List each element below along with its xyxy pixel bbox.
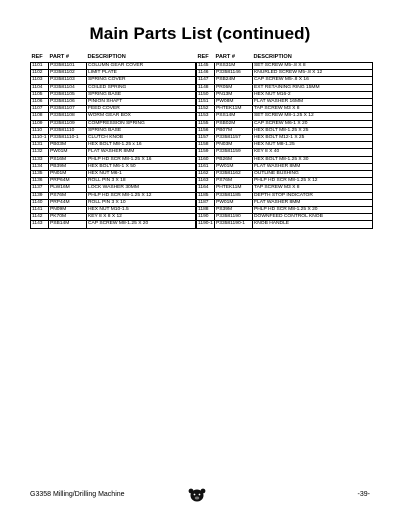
ref-cell: 1187 [197,199,215,206]
ref-cell: 1106 [31,99,49,106]
ref-cell: 1102 [31,70,49,77]
ref-cell: 1156 [197,127,215,134]
table-row [31,63,196,70]
ref-cell: 1107 [31,106,49,113]
table-row [197,127,373,134]
description-cell: FLAT WASHER 8MM [87,149,196,156]
description-cell: CAP SCREW M5-.8 X 16 [253,77,373,84]
table-row [197,156,373,163]
part-number-cell: PHTEK11M [215,185,253,192]
table-row [31,149,196,156]
ref-cell: 1190 [197,214,215,221]
part-number-cell: PR05M [215,84,253,91]
page-title: Main Parts List (continued) [89,24,311,43]
table-row [31,106,196,113]
table-row [197,207,373,214]
description-cell: DOWNFEED CONTROL KNOB [253,214,373,221]
part-number-cell: PW08M [215,99,253,106]
ref-header: REF [31,53,49,63]
description-cell: TAP SCREW M3 X 8 [253,185,373,192]
grizzly-bear-icon [188,488,206,502]
ref-cell: 1132 [31,149,49,156]
ref-cell: 1103 [31,77,49,84]
description-cell: LIMIT PLATE [87,70,196,77]
description-cell: HEX BOLT M6-1 X 50 [87,163,196,170]
description-cell: COLUMN GEAR COVER [87,63,196,70]
table-row [31,163,196,170]
footer-model-name: G3358 Milling/Drilling Machine [30,491,125,498]
description-cell: LOCK WASHER 30MM [87,185,196,192]
description-cell: PHLP HD SCR M8-1.25 X 20 [253,207,373,214]
ref-cell: 1136 [31,178,49,185]
description-cell: FLAT WASHER 16MM [253,99,373,106]
ref-cell: 1133 [31,156,49,163]
table-row [197,99,373,106]
part-number-cell: PN03M [215,142,253,149]
description-cell: SPRING BASE [87,91,196,98]
ref-cell: 1164 [197,185,215,192]
description-cell: FLAT WASHER 8MM [253,199,373,206]
description-cell: HEX BOLT M8-1.25 x 16 [87,142,196,149]
ref-cell: 1160 [197,156,215,163]
part-number-cell: PSB14M [49,221,87,228]
description-header: DESCRIPTION [253,53,373,63]
description-cell: HEX BOLT M8-1.25 X 30 [253,156,373,163]
table-row [197,142,373,149]
table-row [197,135,373,142]
table-row [197,221,373,228]
table-row [197,91,373,98]
description-cell: FEED COVER [87,106,196,113]
description-cell: PHLP HD SCR M8-1.25 X 12 [253,178,373,185]
description-cell: CAP SCREW M8-1.25 X 20 [87,221,196,228]
part-number-cell: PB39M [49,163,87,170]
parts-tables [30,53,373,229]
description-cell: ROLL PIN 3 X 10 [87,199,196,206]
ref-cell: 1188 [197,207,215,214]
description-cell: HEX NUT M8-1.25 [253,142,373,149]
part-number-cell: P33581162 [215,171,253,178]
ref-cell: 1161 [197,163,215,170]
description-cell: HEX NUT M16-2 [253,91,373,98]
part-number-cell: PSB24M [215,77,253,84]
description-cell: PHLP HD SCR M8-1.25 X 12 [87,192,196,199]
part-number-cell: PLW16M [49,185,87,192]
description-cell: KEY 8 X 8 X 12 [87,214,196,221]
part-number-cell: PN09M [49,207,87,214]
ref-cell: 1152 [197,106,215,113]
ref-cell: 1155 [197,120,215,127]
part-number-cell: P33581105 [49,91,87,98]
table-row [197,214,373,221]
parts-table-right [196,53,373,229]
table-row [197,84,373,91]
description-cell: CLUTCH KNOB [87,135,196,142]
table-row [197,199,373,206]
page-number: -39- [357,491,370,498]
ref-cell: 1146 [197,70,215,77]
part-header: PART # [215,53,253,63]
ref-cell: 1147 [197,77,215,84]
description-cell: ROLL PIN 3 X 18 [87,178,196,185]
description-cell: CAP SCREW M6-1 X 20 [253,120,373,127]
ref-cell: 1151 [197,99,215,106]
ref-header: REF [197,53,215,63]
part-number-cell: P33581101 [49,63,87,70]
part-number-cell: PS76M [49,192,87,199]
table-row [197,149,373,156]
table-row [31,84,196,91]
description-cell: KEY 8 X 40 [253,149,373,156]
ref-cell: 1101 [31,63,49,70]
table-row [31,221,196,228]
description-cell: COILED SPRING [87,84,196,91]
ref-cell: 1153 [197,113,215,120]
ref-cell: 1134 [31,163,49,170]
table-header-row [31,53,196,63]
ref-cell: 1135 [31,171,49,178]
table-row [31,192,196,199]
description-cell: HEX BOLT M8-1.25 X 25 [253,127,373,134]
part-number-cell: PW01M [215,163,253,170]
part-number-cell: PHTEK11M [215,106,253,113]
table-row [197,70,373,77]
table-row [197,171,373,178]
ref-cell: 1109 [31,120,49,127]
part-number-cell: P33581110 [49,127,87,134]
table-row [197,106,373,113]
description-cell: HEX NUT M6-1 [87,171,196,178]
description-cell: HEX BOLT M12-1 X 25 [253,135,373,142]
table-row [31,142,196,149]
table-row [197,178,373,185]
part-number-cell: P33581190-1 [215,221,253,228]
table-row [197,192,373,199]
table-row [31,77,196,84]
ref-cell: 1143 [31,221,49,228]
ref-cell: 1157 [197,135,215,142]
description-cell: HEX NUT M10-1.5 [87,207,196,214]
part-number-cell: P33581107 [49,106,87,113]
parts-table-left [30,53,196,229]
description-cell: PHLP HD SCR M8-1.25 X 16 [87,156,196,163]
ref-cell: 1104 [31,84,49,91]
description-cell: EXT RETAINING RING 15MM [253,84,373,91]
part-number-cell: PB07M [215,127,253,134]
ref-cell: 1148 [197,84,215,91]
part-number-cell: P33581108 [49,113,87,120]
part-number-cell: PS39M [215,207,253,214]
table-row [31,199,196,206]
part-number-cell: P33581110-1 [49,135,87,142]
ref-cell: 1105 [31,91,49,98]
description-cell: TAP SCREW M3 X 8 [253,106,373,113]
part-number-cell: PS76M [215,178,253,185]
table-row [31,214,196,221]
description-cell: WORM GEAR BOX [87,113,196,120]
table-row [31,113,196,120]
table-row [31,99,196,106]
ref-cell: 1131 [31,142,49,149]
ref-cell: 1190-1 [198,221,213,227]
description-cell: DEPTH STOP INDICATOR [253,192,373,199]
table-row [197,120,373,127]
part-number-cell: P33581106 [49,99,87,106]
part-number-cell: PW01M [215,199,253,206]
part-number-cell: PN01M [49,171,87,178]
table-row [197,63,373,70]
table-row [31,178,196,185]
description-cell: KNURLED SCREW M5-.8 X 12 [253,70,373,77]
part-number-cell: P33581102 [49,70,87,77]
part-number-cell: P33581159 [215,149,253,156]
part-number-cell: PRP44M [49,199,87,206]
ref-cell: 1162 [197,171,215,178]
table-row [197,113,373,120]
description-cell: SPRING BASE [87,127,196,134]
part-number-cell: PS16M [49,156,87,163]
part-number-cell: PSS14M [215,113,253,120]
ref-cell: 1108 [31,113,49,120]
description-header: DESCRIPTION [87,53,196,63]
ref-cell: 1110-1 [32,135,47,141]
ref-cell: 1159 [197,149,215,156]
part-number-cell: PSS31M [215,63,253,70]
part-number-cell: P33581157 [215,135,253,142]
ref-cell: 1145 [197,63,215,70]
table-row [31,91,196,98]
ref-cell: 1158 [197,142,215,149]
table-row [31,135,196,142]
description-cell: OUTLINE BUSHING [253,171,373,178]
description-cell: KNOB HANDLE [253,221,373,228]
table-header-row [197,53,373,63]
part-number-cell: PB26M [215,156,253,163]
part-number-cell: PN13M [215,91,253,98]
ref-cell: 1163 [197,178,215,185]
ref-cell: 1142 [31,214,49,221]
ref-cell: 1150 [197,91,215,98]
ref-cell: 1139 [31,192,49,199]
description-cell: FLAT WASHER 8MM [253,163,373,170]
description-cell: SPRING COVER [87,77,196,84]
table-row [31,70,196,77]
table-row [197,77,373,84]
part-number-cell: PRP64M [49,178,87,185]
table-row [31,120,196,127]
table-row [197,185,373,192]
part-number-cell: PSB02M [215,120,253,127]
ref-cell: 1185 [197,192,215,199]
description-cell: SET SCREW M8-1.25 X 12 [253,113,373,120]
table-row [31,127,196,134]
description-cell: PINION SHAFT [87,99,196,106]
part-number-cell: P33581103 [49,77,87,84]
table-row [31,156,196,163]
ref-cell: 1110 [31,127,49,134]
part-header: PART # [49,53,87,63]
part-number-cell: P33581146 [215,70,253,77]
part-number-cell: PK70M [49,214,87,221]
table-row [31,185,196,192]
part-number-cell: P33581109 [49,120,87,127]
table-row [31,207,196,214]
table-row [31,171,196,178]
table-row [197,163,373,170]
description-cell: COMPRESSION SPRING [87,120,196,127]
ref-cell: 1140 [31,199,49,206]
part-number-cell: PB03M [49,142,87,149]
ref-cell: 1137 [31,185,49,192]
ref-cell: 1141 [31,207,49,214]
part-number-cell: PW01M [49,149,87,156]
description-cell: SET SCREW M5-.8 X 8 [253,63,373,70]
part-number-cell: P33581185 [215,192,253,199]
part-number-cell: P33581190 [215,214,253,221]
part-number-cell: P33581104 [49,84,87,91]
